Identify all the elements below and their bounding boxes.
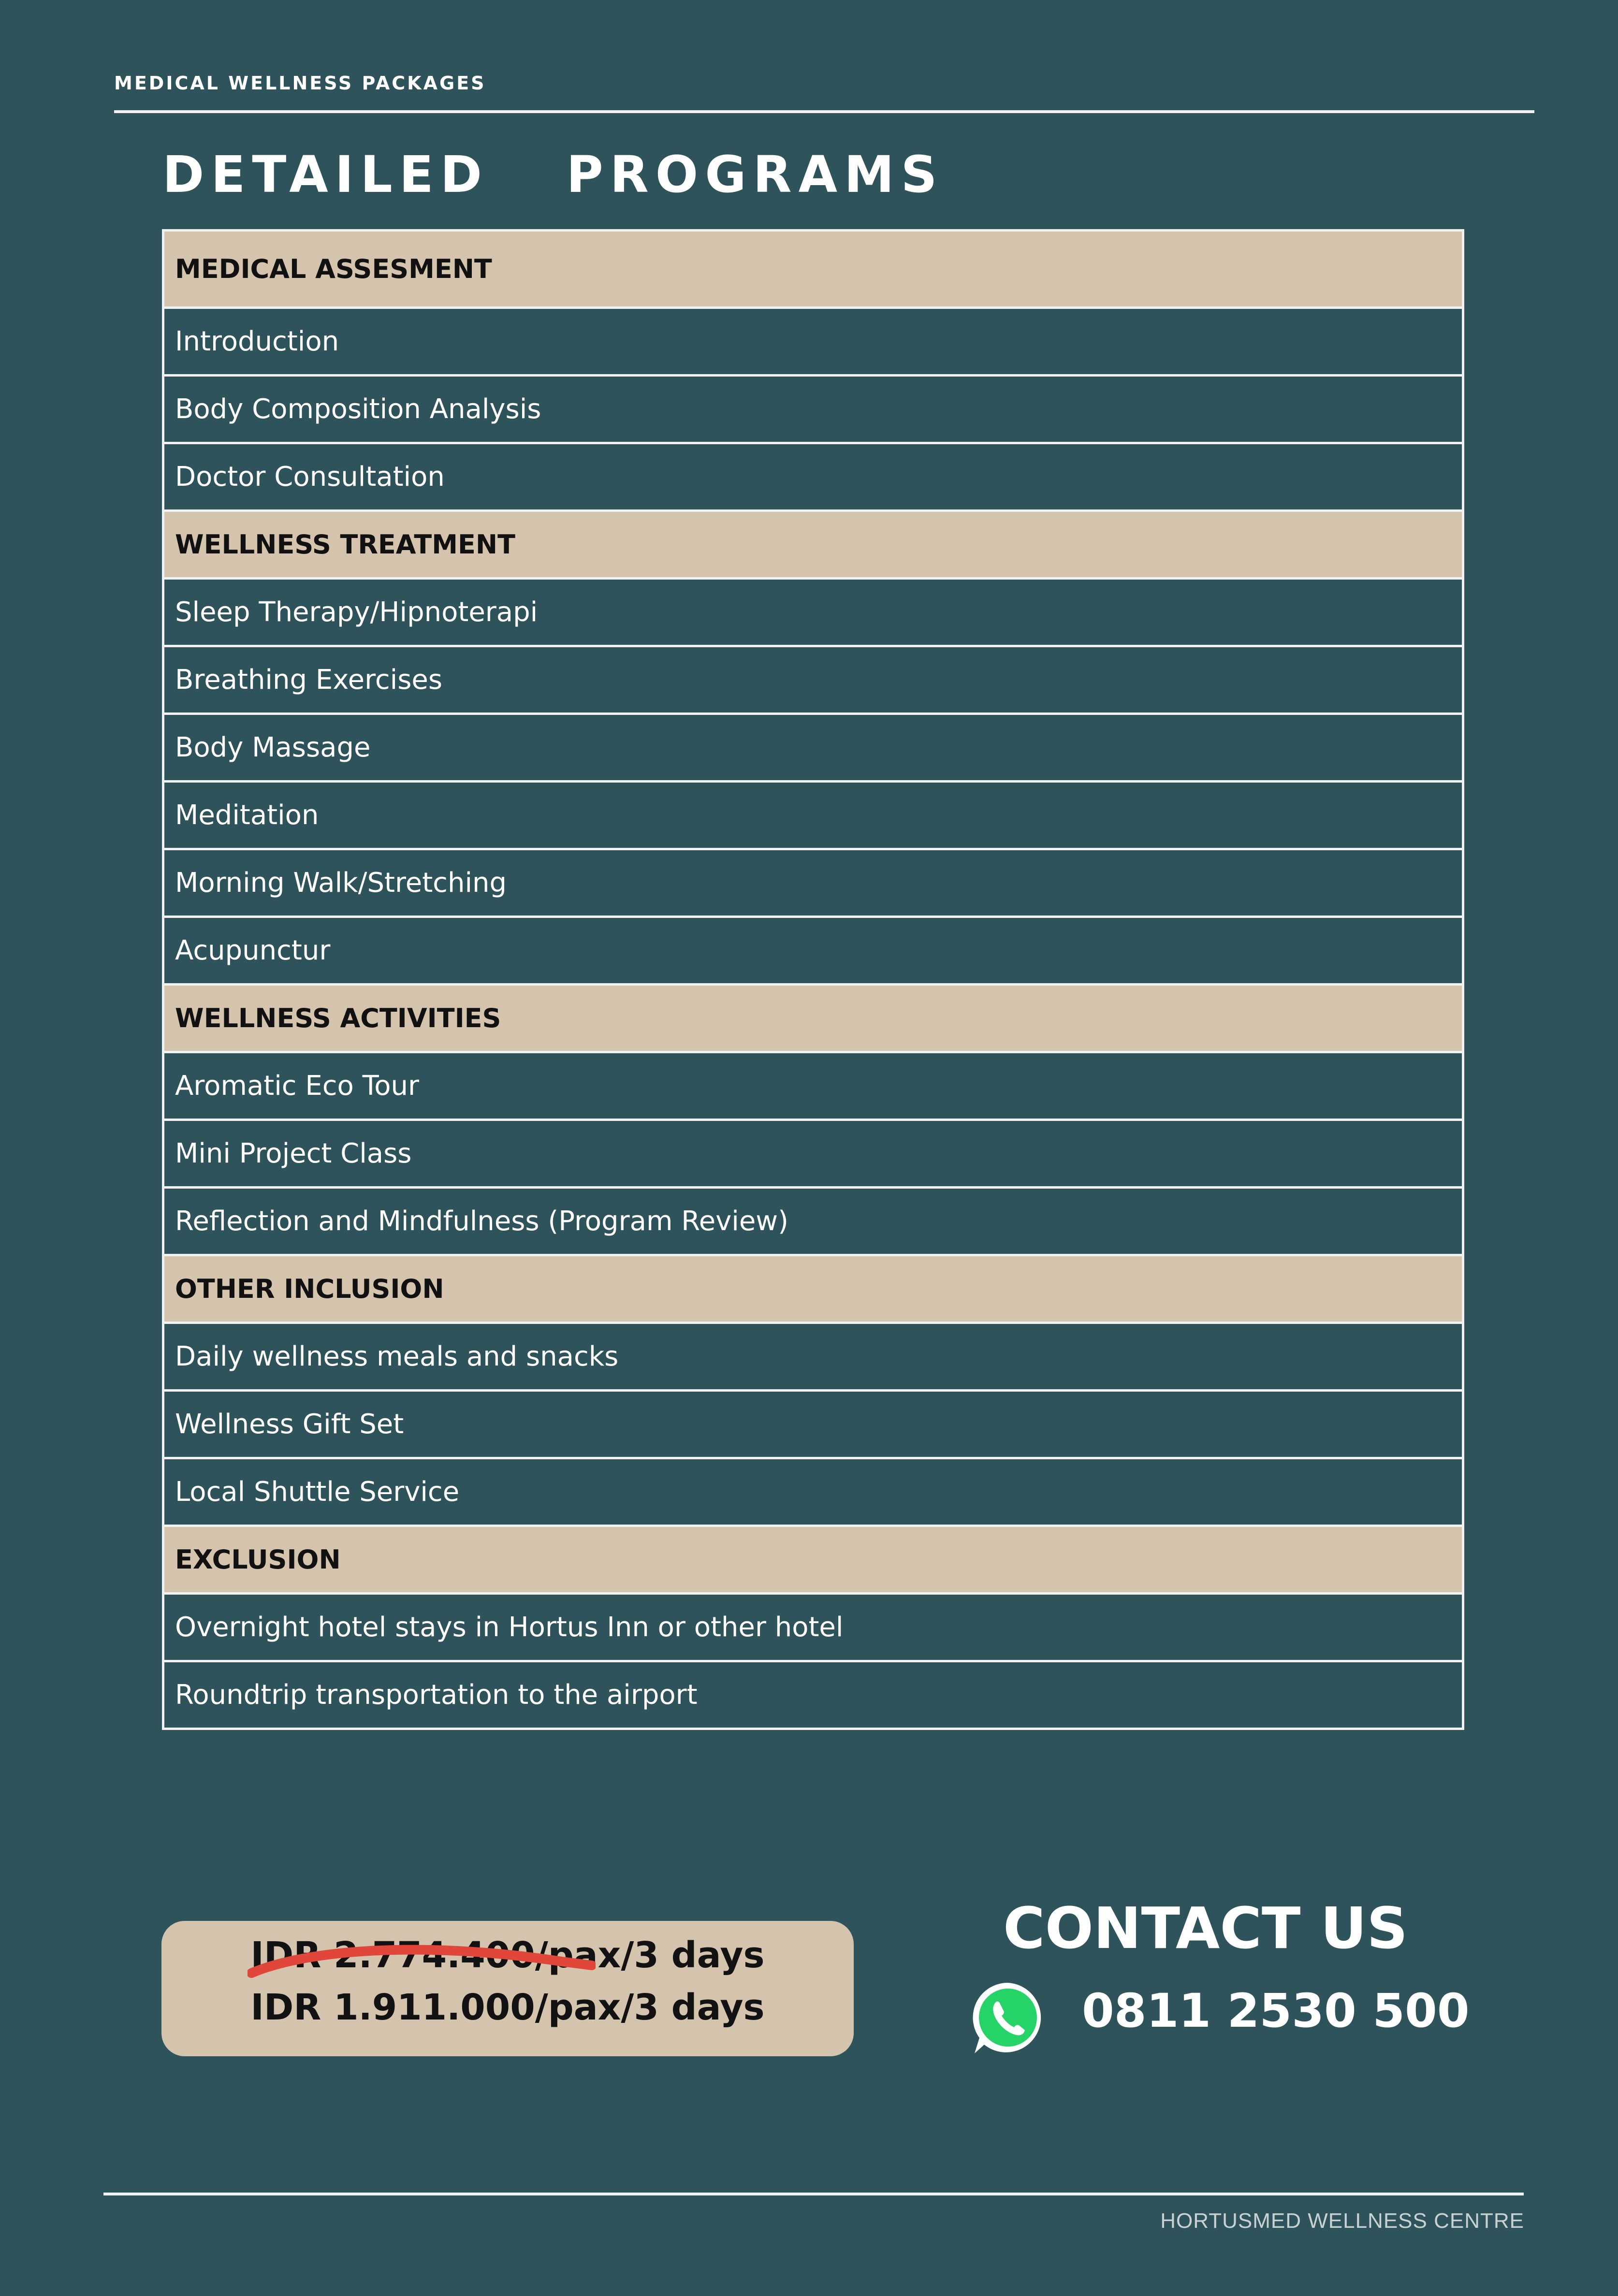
- phone-number[interactable]: 0811 2530 500: [1082, 1984, 1470, 2038]
- program-item-row: [163, 443, 1463, 511]
- section-header: EXCLUSION: [163, 1526, 1463, 1594]
- section-header: MEDICAL ASSESMENT: [163, 231, 1463, 308]
- program-item-row: [163, 1458, 1463, 1526]
- bottom-divider: [103, 2193, 1524, 2195]
- program-item-row: [163, 1120, 1463, 1188]
- section-header-row: [163, 1255, 1463, 1323]
- whatsapp-icon[interactable]: [967, 1977, 1049, 2059]
- program-item: Introduction: [163, 308, 1463, 376]
- program-item-row: [163, 308, 1463, 376]
- program-item: Acupunctur: [163, 917, 1463, 985]
- section-header-row: [163, 231, 1463, 308]
- header-label: MEDICAL WELLNESS PACKAGES: [114, 73, 486, 94]
- program-item-row: [163, 1391, 1463, 1458]
- section-header: WELLNESS ACTIVITIES: [163, 985, 1463, 1052]
- program-item-row: [163, 714, 1463, 782]
- program-item-row: [163, 1323, 1463, 1391]
- program-item-row: [163, 1052, 1463, 1120]
- program-item-row: [163, 376, 1463, 443]
- program-item: Daily wellness meals and snacks: [163, 1323, 1463, 1391]
- top-divider: [114, 110, 1534, 113]
- program-item: Roundtrip transportation to the airport: [163, 1661, 1463, 1729]
- program-item-row: [163, 1661, 1463, 1729]
- programs-table: [162, 229, 1464, 1730]
- old-price: IDR 2.774.400/pax/3 days: [250, 1934, 765, 1976]
- program-item: Sleep Therapy/Hipnoterapi: [163, 579, 1463, 646]
- program-item: Doctor Consultation: [163, 443, 1463, 511]
- program-item: Reflection and Mindfulness (Program Review): [163, 1188, 1463, 1255]
- program-item-row: [163, 782, 1463, 849]
- program-item-row: [163, 849, 1463, 917]
- footer-brand: HORTUSMED WELLNESS CENTRE: [1160, 2209, 1524, 2233]
- program-item: Meditation: [163, 782, 1463, 849]
- section-header: WELLNESS TREATMENT: [163, 511, 1463, 579]
- program-item: Body Composition Analysis: [163, 376, 1463, 443]
- program-item-row: [163, 1188, 1463, 1255]
- program-item-row: [163, 579, 1463, 646]
- program-item: Local Shuttle Service: [163, 1458, 1463, 1526]
- page-title: DETAILED PROGRAMS: [162, 145, 944, 204]
- section-header-row: [163, 1526, 1463, 1594]
- contact-title: CONTACT US: [1003, 1895, 1408, 1962]
- section-header: OTHER INCLUSION: [163, 1255, 1463, 1323]
- section-header-row: [163, 511, 1463, 579]
- program-item: Breathing Exercises: [163, 646, 1463, 714]
- program-item-row: [163, 646, 1463, 714]
- program-item: Body Massage: [163, 714, 1463, 782]
- program-item: Wellness Gift Set: [163, 1391, 1463, 1458]
- program-item-row: [163, 917, 1463, 985]
- new-price: IDR 1.911.000/pax/3 days: [250, 1987, 765, 2028]
- program-item: Overnight hotel stays in Hortus Inn or other hotel: [163, 1594, 1463, 1661]
- strike-through-mark: [248, 1931, 596, 1993]
- price-box: [161, 1921, 854, 2056]
- program-item: Aromatic Eco Tour: [163, 1052, 1463, 1120]
- section-header-row: [163, 985, 1463, 1052]
- program-item-row: [163, 1594, 1463, 1661]
- program-item: Mini Project Class: [163, 1120, 1463, 1188]
- program-item: Morning Walk/Stretching: [163, 849, 1463, 917]
